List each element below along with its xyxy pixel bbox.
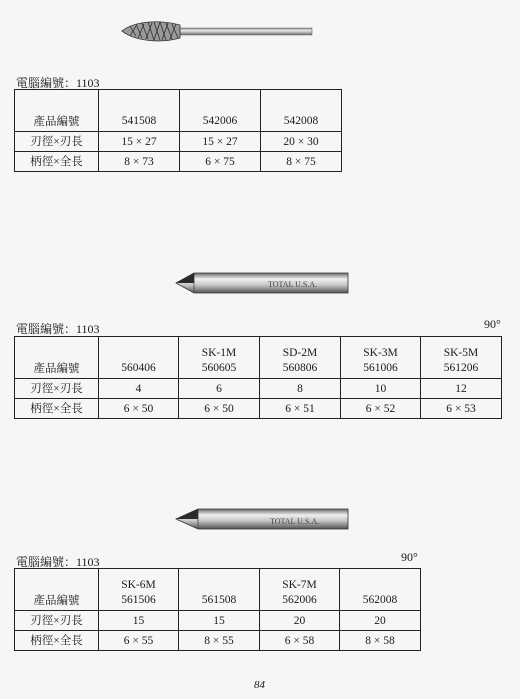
angle-label: 90° xyxy=(401,550,418,564)
product-code: 561006 xyxy=(363,362,398,374)
computer-number-label: 電腦編號：1103 xyxy=(16,555,100,569)
page-number: 84 xyxy=(254,679,265,691)
table-cell: 6 × 75 xyxy=(180,152,261,172)
table-row xyxy=(15,90,342,132)
table-cell: 15 xyxy=(99,611,179,631)
product-code: 561506 xyxy=(121,594,156,606)
shank-marking: TOTAL U.S.A. xyxy=(270,517,320,526)
table-cell: 15 × 27 xyxy=(99,132,180,152)
row-label: 柄徑×全長 xyxy=(15,631,99,651)
model-code: SK-5M xyxy=(443,347,479,359)
table-cell: 15 xyxy=(179,611,260,631)
product-code: 542006 xyxy=(202,115,238,127)
row-label: 柄徑×全長 xyxy=(15,152,99,172)
product-code: 542008 xyxy=(283,115,319,127)
row-label: 刃徑×刃長 xyxy=(15,132,99,152)
table-row xyxy=(15,152,342,172)
product-code: 560605 xyxy=(201,362,237,374)
spec-table-1 xyxy=(14,89,342,172)
table-row xyxy=(15,399,502,419)
table-cell: 8 × 73 xyxy=(99,152,180,172)
model-code: SK-6M xyxy=(121,579,156,591)
product-code: 560406 xyxy=(121,362,156,374)
table-cell: 8 × 55 xyxy=(179,631,260,651)
countersink-tool-image xyxy=(172,268,352,298)
table-cell: 8 xyxy=(260,379,341,399)
table-row xyxy=(15,132,342,152)
product-code: 541508 xyxy=(121,115,157,127)
table-cell: 6 × 52 xyxy=(341,399,421,419)
shank-marking: TOTAL U.S.A. xyxy=(268,280,318,289)
table-row xyxy=(15,569,421,611)
product-code: 561206 xyxy=(443,362,479,374)
model-code: SK-1M xyxy=(201,347,237,359)
angle-label: 90° xyxy=(484,317,501,331)
table-cell: 20 × 30 xyxy=(261,132,342,152)
column-header: 產品編號 xyxy=(15,90,99,132)
model-code: SD-2M xyxy=(282,347,318,359)
spec-table-2 xyxy=(14,336,502,419)
flame-burr-tool-image xyxy=(118,14,318,50)
table-cell: 6 × 50 xyxy=(179,399,260,419)
computer-number-label: 電腦編號：1103 xyxy=(16,322,100,336)
countersink-tool-image xyxy=(172,505,352,535)
table-cell: 20 xyxy=(260,611,340,631)
table-cell: 8 × 75 xyxy=(261,152,342,172)
table-cell: 8 × 58 xyxy=(340,631,421,651)
table-cell: 6 × 51 xyxy=(260,399,341,419)
table-cell: 6 × 50 xyxy=(99,399,179,419)
table-cell: 15 × 27 xyxy=(180,132,261,152)
computer-number-label: 電腦編號：1103 xyxy=(16,76,100,90)
table-row xyxy=(15,631,421,651)
model-code: SK-3M xyxy=(363,347,398,359)
product-code: 561508 xyxy=(201,594,237,606)
product-code: 562008 xyxy=(362,594,398,606)
table-cell: 6 × 53 xyxy=(421,399,502,419)
row-label: 刃徑×刃長 xyxy=(15,379,99,399)
row-label: 刃徑×刃長 xyxy=(15,611,99,631)
model-code: SK-7M xyxy=(282,579,317,591)
column-header: 產品編號 xyxy=(15,569,99,611)
product-code: 560806 xyxy=(282,362,318,374)
table-cell: 20 xyxy=(340,611,421,631)
table-cell: 10 xyxy=(341,379,421,399)
table-row xyxy=(15,337,502,379)
table-row xyxy=(15,611,421,631)
column-header: 產品編號 xyxy=(15,337,99,379)
spec-table-3 xyxy=(14,568,421,651)
row-label: 柄徑×全長 xyxy=(15,399,99,419)
table-cell: 12 xyxy=(421,379,502,399)
table-cell: 6 × 55 xyxy=(99,631,179,651)
table-cell: 6 × 58 xyxy=(260,631,340,651)
product-code: 562006 xyxy=(282,594,317,606)
table-cell: 6 xyxy=(179,379,260,399)
table-cell: 4 xyxy=(99,379,179,399)
table-row xyxy=(15,379,502,399)
